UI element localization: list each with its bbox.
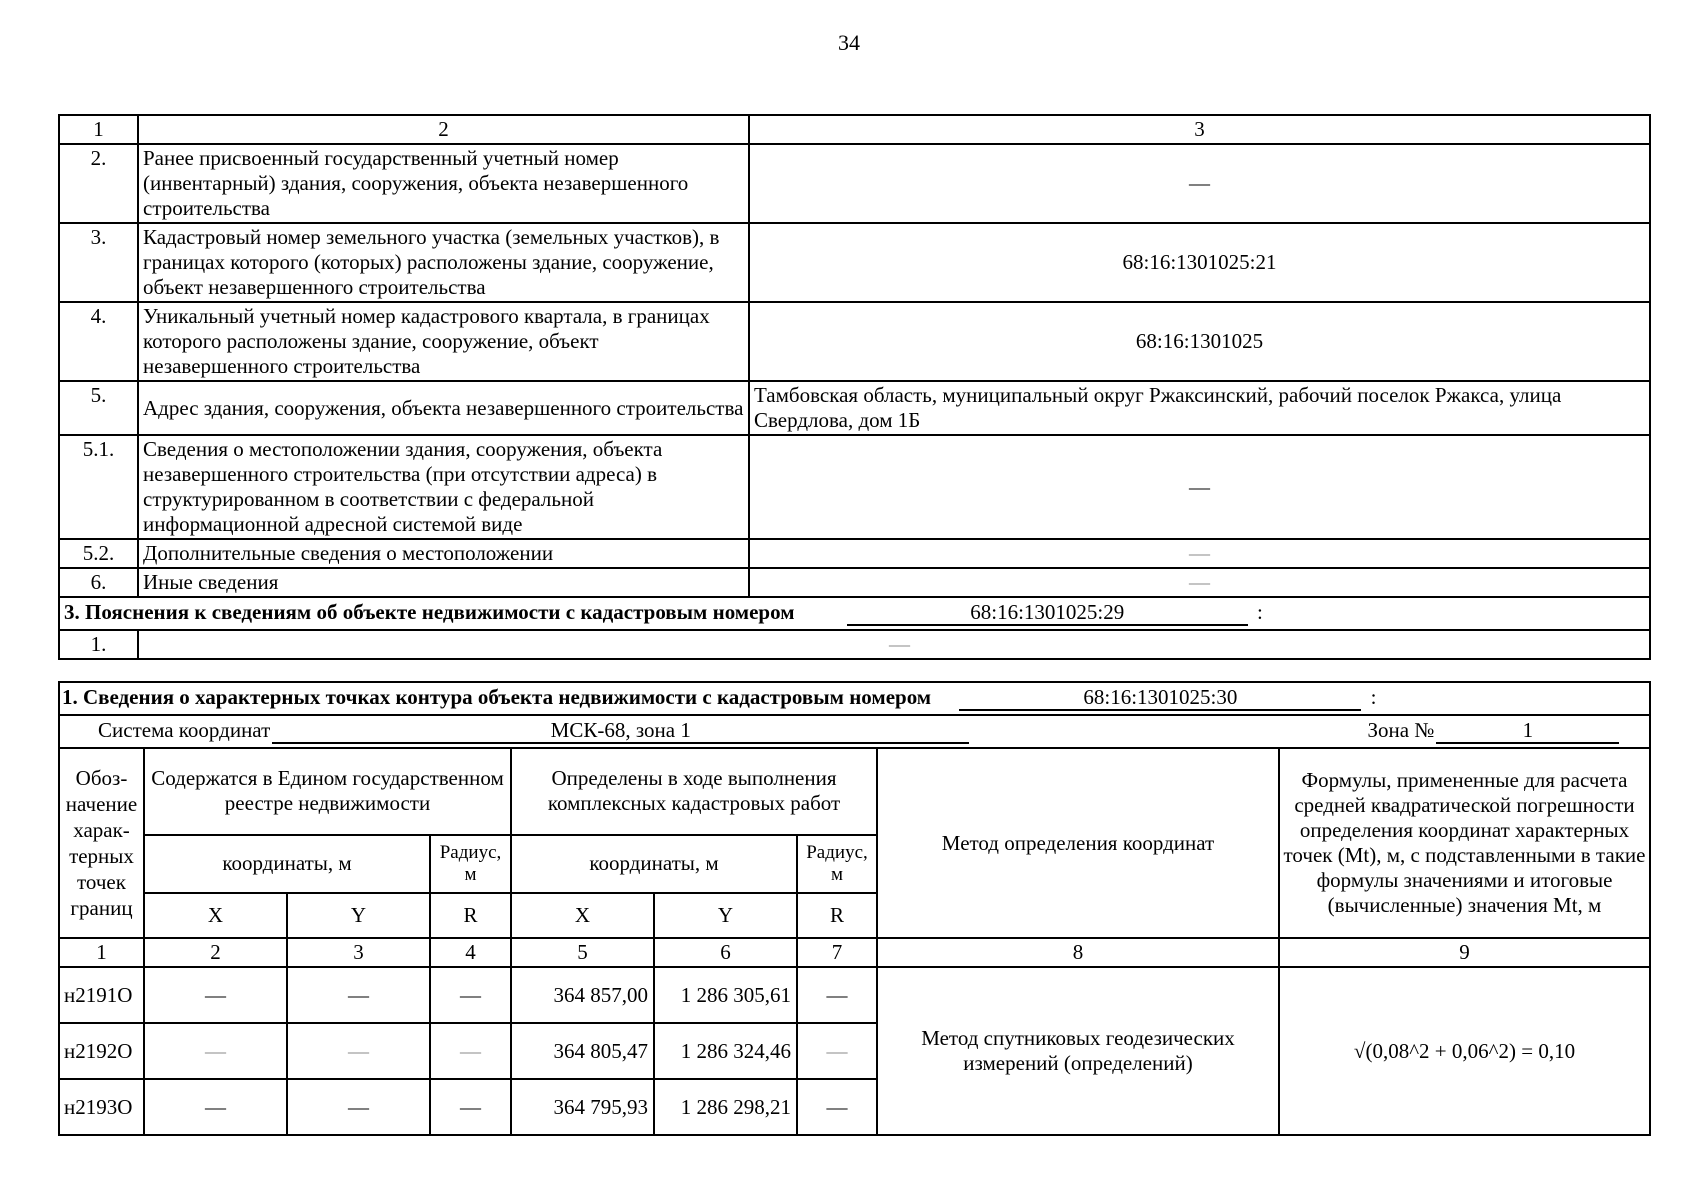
x-determined: 364 805,47 (511, 1023, 654, 1079)
row-value: — (749, 568, 1650, 597)
row-number: 2. (59, 144, 138, 223)
column-number: 5 (511, 938, 654, 967)
row-label: Иные сведения (138, 568, 749, 597)
header-cell: 2 (138, 115, 749, 144)
coord-system-value: МСК-68, зона 1 (272, 718, 969, 744)
x-determined: 364 795,93 (511, 1079, 654, 1135)
header-point-designation: Обоз-начение харак-терных точек границ (59, 748, 144, 938)
formula-value: √(0,08^2 + 0,06^2) = 0,10 (1279, 967, 1650, 1135)
points-cadastral-number: 68:16:1301025:30 (959, 685, 1361, 711)
header-coords-determined: координаты, м (511, 835, 797, 893)
header-cell: 3 (749, 115, 1650, 144)
points-suffix: : (1370, 685, 1377, 709)
table-row (59, 435, 1650, 539)
column-number: 4 (430, 938, 511, 967)
table-row (59, 302, 1650, 381)
section-3-title-row (59, 597, 1650, 630)
page-number: 34 (838, 30, 860, 55)
column-number: 9 (1279, 938, 1650, 967)
header-egrn: Содержатся в Едином государственном реестре недвижимости (144, 748, 511, 835)
r-egrn: — (430, 1023, 511, 1079)
column-number: 1 (59, 938, 144, 967)
y-determined: 1 286 324,46 (654, 1023, 797, 1079)
row-label: Ранее присвоенный государственный учетный номер (инвентарный) здания, сооружения, объекта незавершенного строительства (138, 144, 749, 223)
section-3-cadastral-number: 68:16:1301025:29 (847, 600, 1248, 626)
row-value: 68:16:1301025:21 (749, 223, 1650, 302)
header-y-determined: Y (654, 893, 797, 938)
coord-system-row (59, 715, 1650, 748)
zone-value: 1 (1436, 718, 1619, 744)
header-r-determined: R (797, 893, 877, 938)
row-value: — (749, 144, 1650, 223)
row-value: — (749, 539, 1650, 568)
r-egrn: — (430, 967, 511, 1023)
characteristic-points-table (58, 681, 1651, 1136)
table-row (59, 967, 1650, 1023)
column-number: 7 (797, 938, 877, 967)
row-value: — (749, 435, 1650, 539)
object-info-table (58, 114, 1651, 660)
column-number-row (59, 115, 1650, 144)
table-row (59, 568, 1650, 597)
point-designation: н2193О (59, 1079, 144, 1135)
header-x-determined: X (511, 893, 654, 938)
x-egrn: — (144, 1023, 287, 1079)
x-determined: 364 857,00 (511, 967, 654, 1023)
header-y-egrn: Y (287, 893, 430, 938)
x-egrn: — (144, 1079, 287, 1135)
row-number: 1. (59, 630, 138, 659)
header-coords-egrn: координаты, м (144, 835, 430, 893)
row-number: 4. (59, 302, 138, 381)
row-value: — (138, 630, 1650, 659)
section-3-suffix: : (1257, 600, 1263, 624)
table-row (59, 630, 1650, 659)
row-number: 6. (59, 568, 138, 597)
r-determined: — (797, 967, 877, 1023)
row-number: 3. (59, 223, 138, 302)
row-label: Сведения о местоположении здания, сооружения, объекта незавершенного строительства (при отсутствии адреса) в структурированном в соответствии с федеральной информационной адресной системой виде (138, 435, 749, 539)
y-egrn: — (287, 1079, 430, 1135)
row-value: 68:16:1301025 (749, 302, 1650, 381)
table-row (59, 223, 1650, 302)
header-r-egrn: R (430, 893, 511, 938)
header-determined: Определены в ходе выполнения комплексных кадастровых работ (511, 748, 877, 835)
r-determined: — (797, 1079, 877, 1135)
row-label: Кадастровый номер земельного участка (земельных участков), в границах которого (которых) расположены здание, сооружение, объект незавершенного строительства (138, 223, 749, 302)
table-row (59, 539, 1650, 568)
column-number: 2 (144, 938, 287, 967)
points-section-title: 1. Сведения о характерных точках контура объекта недвижимости с кадастровым номером (62, 685, 932, 709)
header-x-egrn: X (144, 893, 287, 938)
y-determined: 1 286 298,21 (654, 1079, 797, 1135)
y-egrn: — (287, 967, 430, 1023)
table-row (59, 144, 1650, 223)
y-egrn: — (287, 1023, 430, 1079)
row-label: Дополнительные сведения о местоположении (138, 539, 749, 568)
x-egrn: — (144, 967, 287, 1023)
header-formulas: Формулы, примененные для расчета средней квадратической погрешности определения координат характерных точек (Mt), м, с подставленными в такие формулы значениями и итоговые (вычисленные) значения Mt, м (1279, 748, 1650, 938)
row-number: 5. (59, 381, 138, 435)
row-label: Адрес здания, сооружения, объекта незавершенного строительства (138, 381, 749, 435)
coord-system-label: Система координат (98, 718, 271, 742)
column-number: 8 (877, 938, 1279, 967)
header-method: Метод определения координат (877, 748, 1279, 938)
point-designation: н2191О (59, 967, 144, 1023)
y-determined: 1 286 305,61 (654, 967, 797, 1023)
section-3-title: 3. Пояснения к сведениям об объекте недвижимости с кадастровым номером (64, 600, 795, 624)
row-number: 5.1. (59, 435, 138, 539)
zone-label: Зона № (1367, 718, 1435, 742)
row-number: 5.2. (59, 539, 138, 568)
row-value: Тамбовская область, муниципальный округ Ржаксинский, рабочий поселок Ржакса, улица Свердлова, дом 1Б (749, 381, 1650, 435)
point-designation: н2192О (59, 1023, 144, 1079)
column-number-row (59, 938, 1650, 967)
r-determined: — (797, 1023, 877, 1079)
column-number: 6 (654, 938, 797, 967)
column-number: 3 (287, 938, 430, 967)
r-egrn: — (430, 1079, 511, 1135)
header-radius-egrn: Радиус, м (430, 835, 511, 893)
table-row (59, 381, 1650, 435)
header-cell: 1 (59, 115, 138, 144)
points-title-row (59, 682, 1650, 715)
header-radius-determined: Радиус, м (797, 835, 877, 893)
header-row-1 (59, 748, 1650, 835)
method-value: Метод спутниковых геодезических измерений (определений) (877, 967, 1279, 1135)
row-label: Уникальный учетный номер кадастрового квартала, в границах которого расположены здание, сооружение, объект незавершенного строительства (138, 302, 749, 381)
